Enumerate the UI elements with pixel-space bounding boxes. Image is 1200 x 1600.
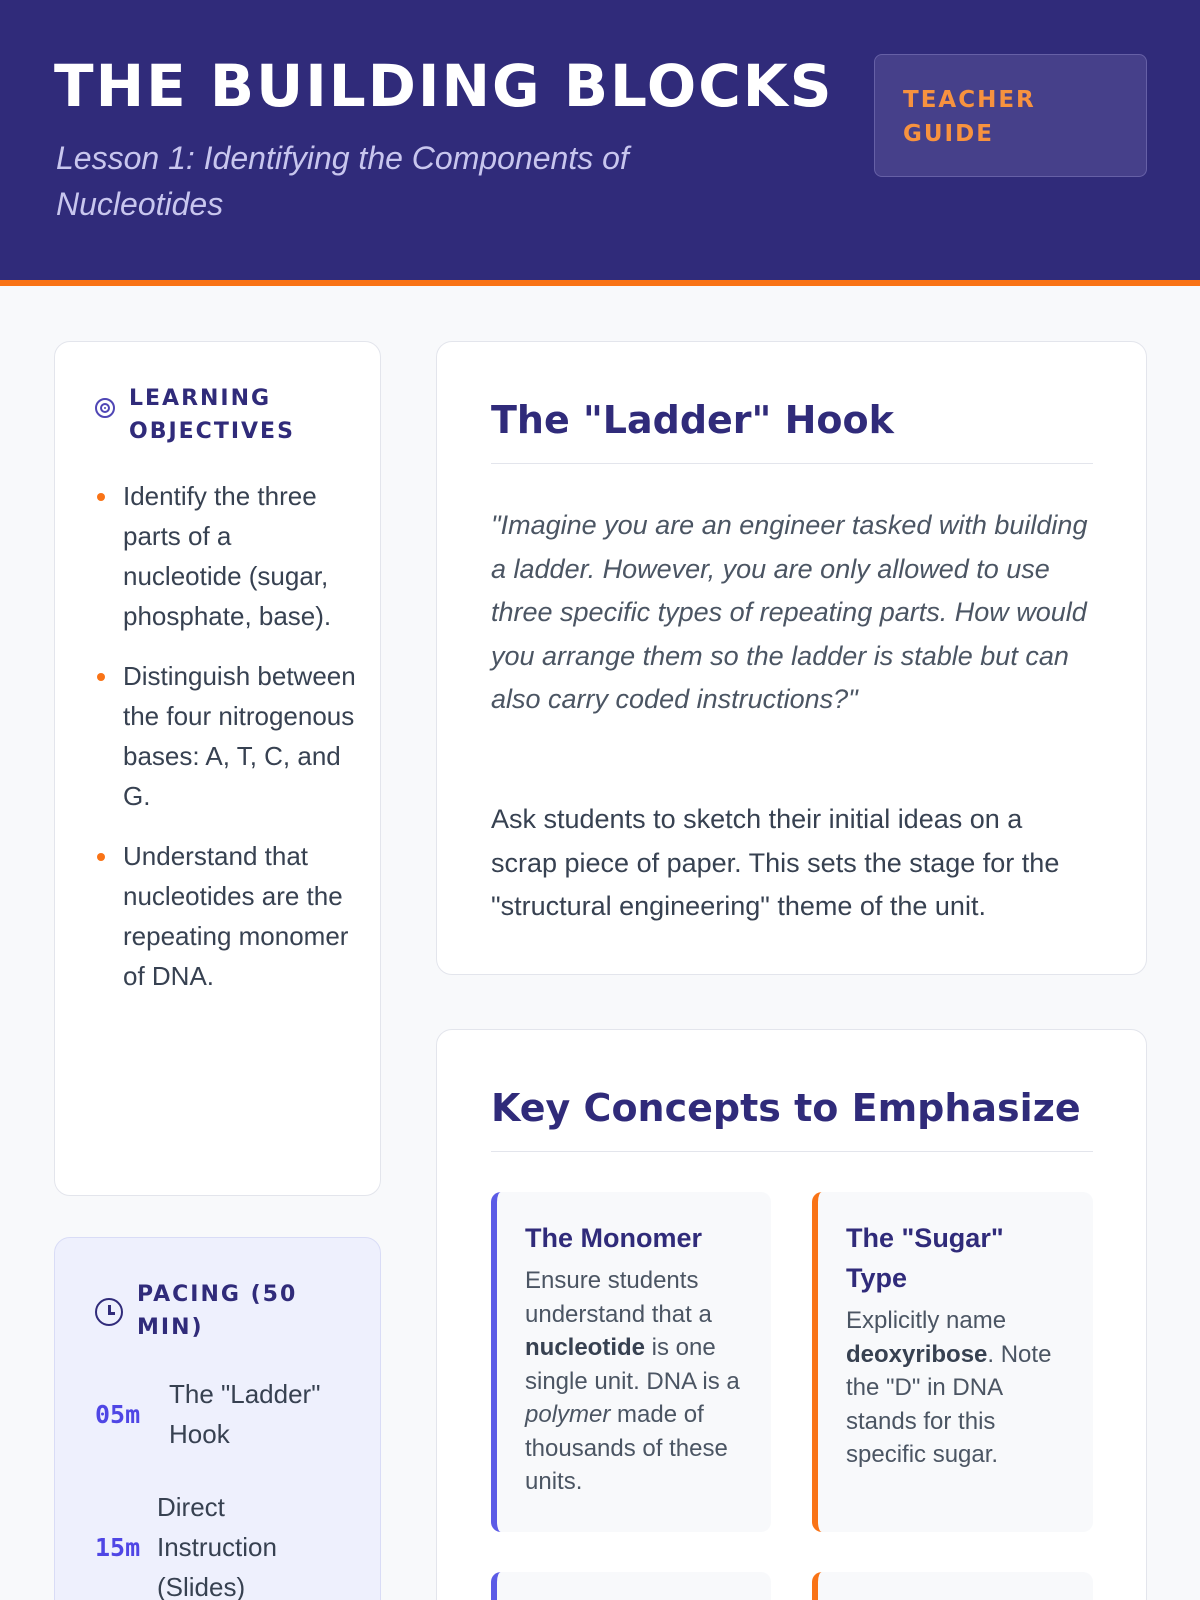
concept-title: The "Sugar" Type <box>846 1223 1004 1293</box>
hook-title: The "Ladder" Hook <box>491 398 894 442</box>
badge-label: TEACHER GUIDE <box>903 87 1036 147</box>
page-header <box>0 0 1200 286</box>
pacing-label: PACING (50 MIN) <box>137 1282 298 1340</box>
concept-body: Ensure students understand that a nucleotide is one single unit. DNA is a polymer made of thousands of these units. <box>525 1267 740 1495</box>
ladder-hook-card <box>436 341 1147 975</box>
objective-item: Identify the three parts of a nucleotide (sugar, phosphate, base). <box>97 476 357 636</box>
concept-bold-term: nucleotide <box>525 1334 646 1361</box>
concept-card-partial <box>812 1572 1093 1600</box>
objectives-list <box>97 476 357 1016</box>
concept-italic-term: polymer <box>525 1401 611 1428</box>
pacing-activity: The "Ladder" Hook <box>169 1379 321 1449</box>
hook-quote: "Imagine you are an engineer tasked with building a ladder. However, you are only allowed to use three specific types of repeating parts. How would you arrange them so the ladder is stable but can also carry coded instructions?" <box>491 510 1088 714</box>
teacher-guide-badge <box>874 54 1147 177</box>
pacing-activity: Direct Instruction (Slides) <box>157 1492 277 1600</box>
objective-item: Understand that nucleotides are the repeating monomer of DNA. <box>97 836 357 996</box>
title-divider <box>491 463 1093 464</box>
title-divider <box>491 1151 1093 1152</box>
concepts-title: Key Concepts to Emphasize <box>491 1086 1081 1130</box>
page-title: THE BUILDING BLOCKS <box>54 52 834 120</box>
pacing-row <box>95 1487 337 1600</box>
concept-title: The Monomer <box>525 1223 703 1253</box>
pacing-time: 05m <box>95 1399 141 1429</box>
pacing-row <box>95 1374 349 1454</box>
pacing-card <box>54 1237 381 1600</box>
hook-instructions: Ask students to sketch their initial ideas on a scrap piece of paper. This sets the stage for the "structural engineering" theme of the unit. <box>491 804 1060 921</box>
pacing-heading <box>95 1278 337 1344</box>
concept-card-partial <box>491 1572 771 1600</box>
concept-bold-term: deoxyribose <box>846 1340 988 1368</box>
objectives-label: LEARNING OBJECTIVES <box>129 386 295 444</box>
pacing-time: 15m <box>95 1532 141 1562</box>
key-concepts-card <box>436 1029 1147 1600</box>
objective-item: Distinguish between the four nitrogenous bases: A, T, C, and G. <box>97 656 357 816</box>
page-subtitle: Lesson 1: Identifying the Components of Nucleotides <box>56 140 629 222</box>
learning-objectives-card <box>54 341 381 1196</box>
concept-monomer <box>491 1192 771 1532</box>
objectives-heading <box>95 382 339 448</box>
clock-icon <box>95 1298 123 1326</box>
concept-sugar-type <box>812 1192 1093 1532</box>
target-icon <box>95 398 115 418</box>
concept-body: Explicitly name deoxyribose. Note the "D" in DNA stands for this specific sugar. <box>846 1307 1052 1468</box>
